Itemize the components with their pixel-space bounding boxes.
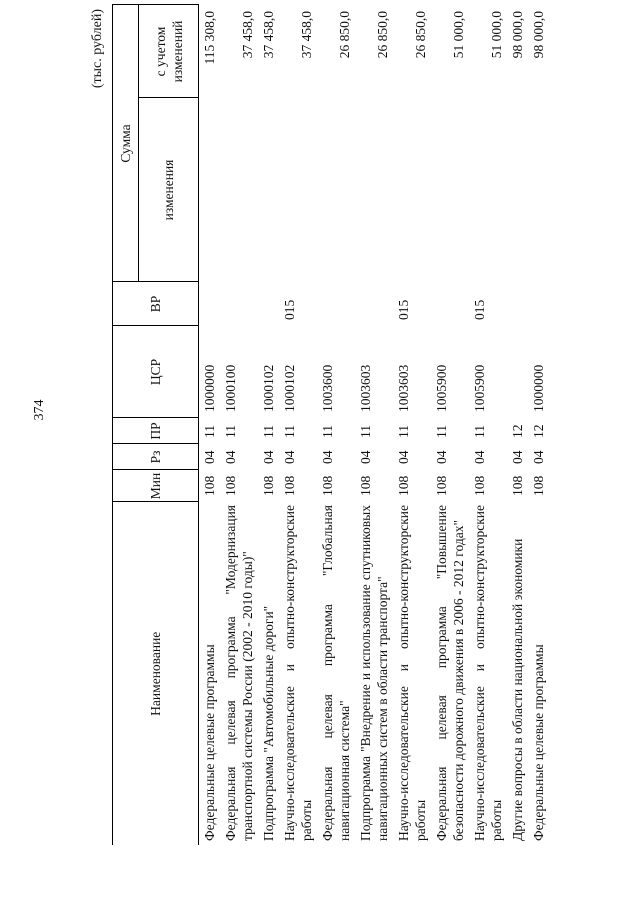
row-vr bbox=[431, 282, 469, 326]
row-changes bbox=[528, 98, 549, 282]
row-rz: 04 bbox=[202, 450, 217, 464]
row-csr: 1000100 bbox=[223, 364, 238, 412]
table-row bbox=[317, 5, 355, 845]
row-pr: 11 bbox=[223, 425, 238, 438]
row-min: 108 bbox=[396, 475, 411, 496]
row-changes bbox=[220, 98, 258, 282]
table-row bbox=[507, 5, 528, 845]
row-rz: 04 bbox=[434, 450, 449, 464]
header-min: Мин bbox=[113, 470, 199, 502]
row-pr: 11 bbox=[396, 425, 411, 438]
header-csr: ЦСР bbox=[113, 326, 199, 418]
row-csr: 1003600 bbox=[320, 364, 335, 412]
row-vr bbox=[317, 282, 355, 326]
row-changes bbox=[355, 98, 393, 282]
row-total: 37 458,0 bbox=[299, 10, 314, 59]
row-csr: 1005900 bbox=[434, 364, 449, 412]
table-row bbox=[258, 5, 279, 845]
page-number: 374 bbox=[32, 399, 47, 421]
units-label: (тыс. рублей) bbox=[90, 9, 105, 89]
row-rz: 04 bbox=[223, 450, 238, 464]
row-pr: 11 bbox=[472, 425, 487, 438]
header-changes: изменения bbox=[139, 98, 199, 282]
row-rz: 04 bbox=[358, 450, 373, 464]
row-changes bbox=[431, 98, 469, 282]
row-min: 108 bbox=[223, 475, 238, 496]
table-row bbox=[279, 5, 317, 845]
row-vr: 015 bbox=[472, 299, 487, 320]
row-pr: 11 bbox=[358, 425, 373, 438]
row-total: 51 000,0 bbox=[489, 10, 504, 59]
row-total: 37 458,0 bbox=[261, 10, 276, 59]
row-min: 108 bbox=[358, 475, 373, 496]
row-total: 37 458,0 bbox=[240, 10, 255, 59]
row-changes bbox=[258, 98, 279, 282]
row-rz: 04 bbox=[472, 450, 487, 464]
table-row bbox=[528, 5, 549, 845]
table-body bbox=[199, 5, 550, 845]
table-row bbox=[393, 5, 431, 845]
row-name: Подпрограмма "Автомобильные дороги" bbox=[261, 605, 276, 841]
row-csr: 1000000 bbox=[202, 364, 217, 412]
row-total: 51 000,0 bbox=[451, 10, 466, 59]
row-csr: 1000102 bbox=[282, 364, 297, 412]
row-vr bbox=[355, 282, 393, 326]
row-changes bbox=[199, 98, 221, 282]
row-vr bbox=[220, 282, 258, 326]
row-vr: 015 bbox=[282, 299, 297, 320]
row-min: 108 bbox=[531, 475, 546, 496]
header-name: Наименование bbox=[113, 502, 199, 845]
rotated-table-area bbox=[90, 5, 570, 845]
row-total: 26 850,0 bbox=[337, 10, 352, 59]
row-min: 108 bbox=[472, 475, 487, 496]
row-vr bbox=[507, 282, 528, 326]
row-csr: 1005900 bbox=[472, 364, 487, 412]
row-total: 115 308,0 bbox=[202, 10, 217, 65]
row-name: Научно-исследовательские и опытно-конструкторские работы bbox=[472, 505, 504, 841]
row-rz: 04 bbox=[396, 450, 411, 464]
row-changes bbox=[279, 98, 317, 282]
row-pr: 11 bbox=[261, 425, 276, 438]
row-total: 98 000,0 bbox=[510, 10, 525, 59]
row-changes bbox=[317, 98, 355, 282]
row-name: Федеральная целевая программа "Повышение безопасности дорожного движения в 2006 - 2012 годах" bbox=[434, 505, 466, 841]
table-row bbox=[355, 5, 393, 845]
table-row bbox=[199, 5, 221, 845]
row-vr: 015 bbox=[396, 299, 411, 320]
row-pr: 12 bbox=[531, 424, 546, 438]
row-total: 98 000,0 bbox=[531, 10, 546, 59]
row-total: 26 850,0 bbox=[375, 10, 390, 59]
row-name: Подпрограмма "Внедрение и использование спутниковых навигационных систем в области транспорта" bbox=[358, 505, 390, 841]
row-total: 26 850,0 bbox=[413, 10, 428, 59]
row-name: Федеральные целевые программы bbox=[202, 644, 217, 841]
row-name: Федеральная целевая программа "Модернизация транспортной системы России (2002 - 2010 годы)" bbox=[223, 505, 255, 841]
row-csr: 1003603 bbox=[396, 364, 411, 412]
row-rz: 04 bbox=[320, 450, 335, 464]
row-rz: 04 bbox=[282, 450, 297, 464]
header-pr: ПР bbox=[113, 418, 199, 444]
table-row bbox=[431, 5, 469, 845]
row-name: Научно-исследовательские и опытно-конструкторские работы bbox=[282, 505, 314, 841]
row-min: 108 bbox=[261, 475, 276, 496]
row-pr: 11 bbox=[282, 425, 297, 438]
row-changes bbox=[507, 98, 528, 282]
row-name: Научно-исследовательские и опытно-конструкторские работы bbox=[396, 505, 428, 841]
row-csr: 1000102 bbox=[261, 364, 276, 412]
row-vr bbox=[258, 282, 279, 326]
row-rz: 04 bbox=[531, 450, 546, 464]
row-csr: 1000000 bbox=[531, 364, 546, 412]
row-min: 108 bbox=[510, 475, 525, 496]
row-vr bbox=[199, 282, 221, 326]
row-name: Другие вопросы в области национальной экономики bbox=[510, 538, 525, 841]
header-sum: Сумма bbox=[113, 5, 139, 282]
row-pr: 12 bbox=[510, 424, 525, 438]
row-min: 108 bbox=[202, 475, 217, 496]
header-vr: ВР bbox=[113, 282, 199, 326]
budget-table bbox=[112, 4, 549, 845]
row-min: 108 bbox=[320, 475, 335, 496]
row-name: Федеральные целевые программы bbox=[531, 644, 546, 841]
row-pr: 11 bbox=[434, 425, 449, 438]
row-pr: 11 bbox=[320, 425, 335, 438]
header-with-changes: с учетом изменений bbox=[139, 5, 199, 98]
row-min: 108 bbox=[282, 475, 297, 496]
row-csr bbox=[507, 326, 528, 418]
row-name: Федеральная целевая программа "Глобальная навигационная система" bbox=[320, 505, 352, 841]
row-changes bbox=[469, 98, 507, 282]
row-changes bbox=[393, 98, 431, 282]
row-rz: 04 bbox=[261, 450, 276, 464]
row-rz: 04 bbox=[510, 450, 525, 464]
row-csr: 1003603 bbox=[358, 364, 373, 412]
row-pr: 11 bbox=[202, 425, 217, 438]
table-row bbox=[469, 5, 507, 845]
row-min: 108 bbox=[434, 475, 449, 496]
header-rz: Рз bbox=[113, 444, 199, 470]
row-vr bbox=[528, 282, 549, 326]
table-row bbox=[220, 5, 258, 845]
